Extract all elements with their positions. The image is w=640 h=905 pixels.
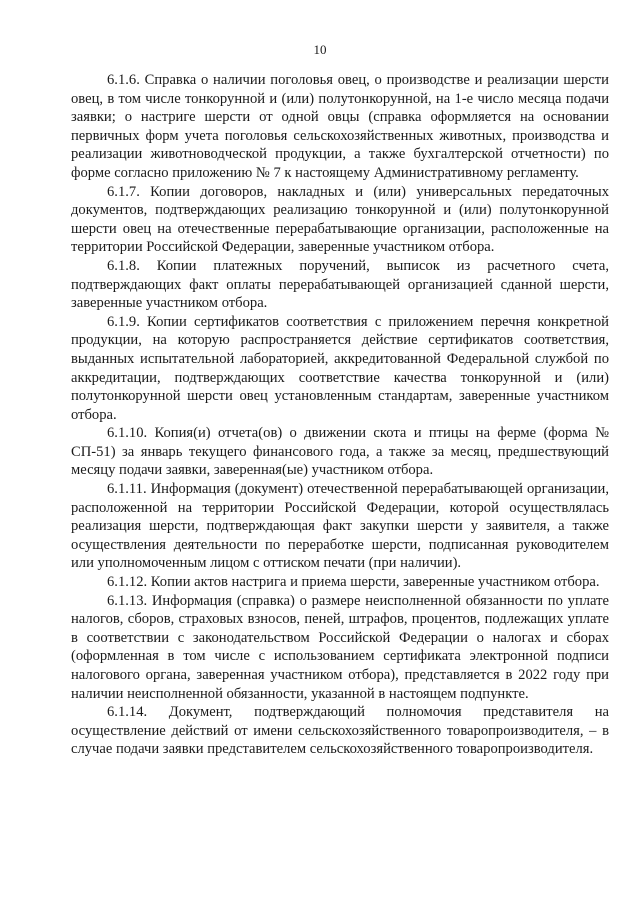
paragraph-6-1-12: 6.1.12. Копии актов настрига и приема шерсти, заверенные участником отбора.: [107, 574, 600, 591]
page-number: 10: [313, 42, 327, 57]
paragraph-6-1-11: 6.1.11. Информация (документ) отечественной перерабатывающей организации, расположенной на территории Российской Федерации, которой осуществлялась реализация шерсти, подтверждающая факт закупки шерсти у заявителя, а также осуществления деятельности по переработке шерсти, подписанная руководителем или уполномоченным лицом с оттиском печати (при наличии).: [71, 481, 609, 572]
paragraph-6-1-9: 6.1.9. Копии сертификатов соответствия с приложением перечня конкретной продукции, на которую распространяется действие сертификатов соответствия, выданных испытательной лабораторией, аккредитованной Федеральной службой по аккредитации, подтверждающих соответствие качества тонкорунной и (или) полутонкорунной шерсти овец установленным стандартам, заверенные участником отбора.: [71, 313, 609, 423]
paragraph-6-1-14: 6.1.14. Документ, подтверждающий полномочия представителя на осуществление действий от имени сельскохозяйственного товаропроизводителя, – в случае подачи заявки представителем сельскохозяйственного товаропроизводителя.: [71, 704, 609, 758]
paragraph-6-1-6: 6.1.6. Справка о наличии поголовья овец, о производстве и реализации шерсти овец, в том числе тонкорунной и (или) полутонкорунной, на 1-е число месяца подачи заявки; о настриге шерсти от одной овцы (справка оформляется на основании первичных форм учета поголовья сельскохозяйственных животных, производства и реализации животноводческой продукции, а также бухгалтерской отчетности) по форме согласно приложению № 7 к настоящему Административному регламенту.: [71, 72, 609, 181]
document-body: [71, 71, 609, 759]
paragraph-6-1-13: 6.1.13. Информация (справка) о размере неисполненной обязанности по уплате налогов, сборов, страховых взносов, пеней, штрафов, процентов, подлежащих уплате в соответствии с законодательством Российской Федерации о налогах и сборах (оформленная в том числе с использованием сертификата электронной подписи налогового органа, заверенная участником отбора), представляется в 2022 году при наличии неисполненной обязанности, указанной в настоящем подпункте.: [71, 592, 609, 702]
paragraph-6-1-10: 6.1.10. Копия(и) отчета(ов) о движении скота и птицы на ферме (форма № СП-51) за январь текущего финансового года, а также за месяц, предшествующий месяцу подачи заявки, заверенная(ые) участником отбора.: [71, 425, 609, 479]
paragraph-6-1-8: 6.1.8. Копии платежных поручений, выписок из расчетного счета, подтверждающих факт оплаты перерабатывающей организацией сданной шерсти, заверенные участником отбора.: [71, 257, 609, 312]
paragraph-6-1-7: 6.1.7. Копии договоров, накладных и (или) универсальных передаточных документов, подтверждающих реализацию тонкорунной и (или) полутонкорунной шерсти овец на отечественные перерабатывающие организации, расположенные на территории Российской Федерации, заверенные участником отбора.: [71, 183, 609, 256]
